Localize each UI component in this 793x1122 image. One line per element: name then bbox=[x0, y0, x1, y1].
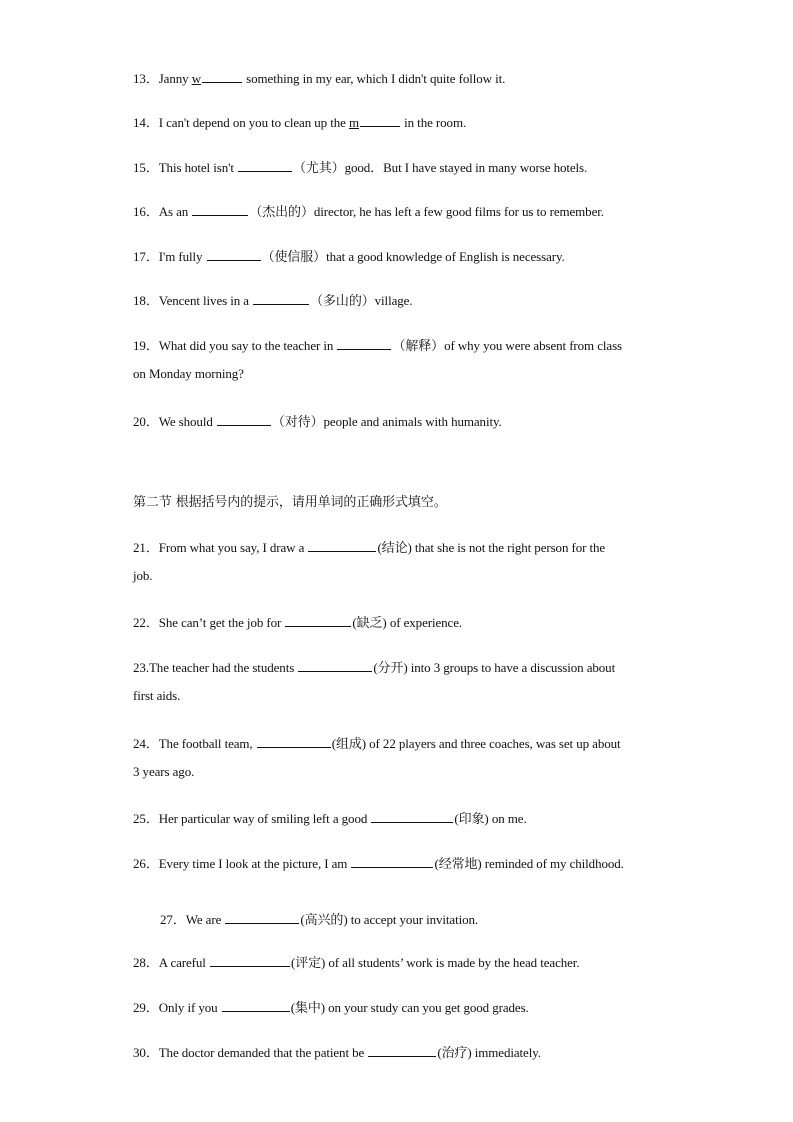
question-number: 24 bbox=[133, 736, 146, 751]
question-text: Only if you bbox=[158, 1000, 221, 1015]
question-number: 18 bbox=[133, 293, 146, 308]
question-number: 30 bbox=[133, 1045, 146, 1060]
answer-blank[interactable] bbox=[222, 1000, 290, 1012]
question-text: Every time I look at the picture, I am bbox=[158, 856, 351, 871]
question-number: 29 bbox=[133, 1000, 146, 1015]
question-20: 20．We should （对待）people and animals with humanity. bbox=[133, 414, 502, 429]
question-26: 26．Every time I look at the picture, I am (经常地) reminded of my childhood. bbox=[133, 856, 624, 871]
question-text: immediately. bbox=[471, 1045, 541, 1060]
question-text: of 22 players and three coaches, was set up about bbox=[366, 736, 621, 751]
question-number: 21 bbox=[133, 540, 146, 555]
question-text: something in my ear, which I didn't quite follow it. bbox=[243, 71, 506, 86]
question-13: 13．Janny w something in my ear, which I didn't quite follow it. bbox=[133, 71, 506, 86]
question-text: I can't depend on you to clean up the bbox=[158, 115, 349, 130]
question-text: She can’t get the job for bbox=[158, 615, 285, 630]
question-22: 22．She can’t get the job for (缺乏) of experience. bbox=[133, 615, 463, 630]
question-text: I'm fully bbox=[158, 249, 206, 264]
word-hint: （使信服） bbox=[261, 249, 327, 264]
word-hint: (组成) bbox=[331, 736, 366, 751]
question-text: that she is not the right person for the bbox=[411, 540, 606, 555]
question-number: 19 bbox=[133, 338, 146, 353]
question-number: 14 bbox=[133, 115, 146, 130]
word-hint: （尤其） bbox=[293, 160, 345, 175]
question-number: 25 bbox=[133, 811, 146, 826]
answer-blank[interactable] bbox=[202, 71, 242, 83]
word-hint: （多山的） bbox=[310, 293, 375, 308]
question-text: in the room. bbox=[400, 115, 467, 130]
question-number: 13 bbox=[133, 71, 146, 86]
question-number: 20 bbox=[133, 414, 146, 429]
answer-blank[interactable] bbox=[217, 414, 271, 426]
question-text: to accept your invitation. bbox=[347, 912, 479, 927]
question-24-continuation: 3 years ago. bbox=[133, 764, 195, 779]
question-text: What did you say to the teacher in bbox=[158, 338, 337, 353]
word-hint: (集中) bbox=[290, 1000, 325, 1015]
question-text: The football team, bbox=[158, 736, 256, 751]
answer-blank[interactable] bbox=[337, 338, 391, 350]
question-text: A careful bbox=[158, 955, 209, 970]
question-text: As an bbox=[158, 204, 192, 219]
question-23-continuation: first aids. bbox=[133, 688, 181, 703]
answer-blank[interactable] bbox=[360, 115, 400, 127]
question-19-continuation: on Monday morning? bbox=[133, 366, 244, 381]
question-text: The doctor demanded that the patient be bbox=[158, 1045, 368, 1060]
question-text: good．But I have stayed in many worse hotels. bbox=[344, 160, 588, 175]
question-text: director, he has left a few good films for us to remember. bbox=[313, 204, 604, 219]
question-text: of all students’ work is made by the head teacher. bbox=[325, 955, 580, 970]
question-17: 17．I'm fully （使信服）that a good knowledge of English is necessary. bbox=[133, 249, 565, 264]
answer-blank[interactable] bbox=[225, 912, 299, 924]
question-text: This hotel isn't bbox=[158, 160, 237, 175]
answer-blank[interactable] bbox=[298, 660, 372, 672]
question-number: 15 bbox=[133, 160, 146, 175]
word-hint: (缺乏) bbox=[352, 615, 387, 630]
question-25: 25．Her particular way of smiling left a good (印象) on me. bbox=[133, 811, 527, 826]
word-hint: （解释） bbox=[392, 338, 445, 353]
word-hint: (经常地) bbox=[434, 856, 482, 871]
word-hint: (高兴的) bbox=[300, 912, 348, 927]
question-number: 22 bbox=[133, 615, 146, 630]
question-number: 16 bbox=[133, 204, 146, 219]
answer-blank[interactable] bbox=[371, 811, 453, 823]
question-21: 21．From what you say, I draw a (结论) that she is not the right person for the bbox=[133, 540, 606, 555]
word-hint: (评定) bbox=[290, 955, 326, 970]
question-text: on your study can you get good grades. bbox=[324, 1000, 529, 1015]
answer-blank[interactable] bbox=[257, 736, 331, 748]
question-29: 29．Only if you (集中) on your study can you get good grades. bbox=[133, 1000, 529, 1015]
question-text: that a good knowledge of English is necessary. bbox=[326, 249, 565, 264]
first-letter-hint: m bbox=[348, 115, 359, 130]
section-title: 第二节 根据括号内的提示，请用单词的正确形式填空。 bbox=[133, 495, 447, 510]
answer-blank[interactable] bbox=[308, 540, 376, 552]
question-text: into 3 groups to have a discussion about bbox=[407, 660, 616, 675]
question-21-continuation: job. bbox=[133, 568, 153, 583]
question-text: From what you say, I draw a bbox=[158, 540, 308, 555]
question-18: 18．Vencent lives in a （多山的）village. bbox=[133, 293, 413, 308]
answer-blank[interactable] bbox=[253, 293, 309, 305]
question-text: Vencent lives in a bbox=[158, 293, 253, 308]
question-number: 17 bbox=[133, 249, 146, 264]
answer-blank[interactable] bbox=[368, 1045, 436, 1057]
question-text: village. bbox=[374, 293, 413, 308]
question-text: people and animals with humanity. bbox=[323, 414, 502, 429]
question-text: Her particular way of smiling left a good bbox=[158, 811, 371, 826]
question-27: 27．We are (高兴的) to accept your invitation. bbox=[160, 912, 479, 927]
answer-blank[interactable] bbox=[285, 615, 351, 627]
question-text: on me. bbox=[488, 811, 527, 826]
question-24: 24．The football team, (组成) of 22 players and three coaches, was set up about bbox=[133, 736, 621, 751]
answer-blank[interactable] bbox=[207, 249, 261, 261]
question-14: 14．I can't depend on you to clean up the m in the room. bbox=[133, 115, 467, 130]
word-hint: (分开) bbox=[373, 660, 408, 675]
answer-blank[interactable] bbox=[210, 955, 290, 967]
question-text: We should bbox=[158, 414, 216, 429]
question-text: reminded of my childhood. bbox=[481, 856, 624, 871]
question-19: 19．What did you say to the teacher in （解释）of why you were absent from class bbox=[133, 338, 622, 353]
question-30: 30．The doctor demanded that the patient be (治疗) immediately. bbox=[133, 1045, 541, 1060]
answer-blank[interactable] bbox=[238, 160, 292, 172]
question-text: The teacher had the students bbox=[148, 660, 298, 675]
question-text: of why you were absent from class bbox=[444, 338, 622, 353]
answer-blank[interactable] bbox=[192, 204, 248, 216]
question-15: 15．This hotel isn't （尤其）good．But I have stayed in many worse hotels. bbox=[133, 160, 588, 175]
question-28: 28．A careful (评定) of all students’ work is made by the head teacher. bbox=[133, 955, 580, 970]
answer-blank[interactable] bbox=[351, 856, 433, 868]
question-number: 28 bbox=[133, 955, 146, 970]
question-number: 26 bbox=[133, 856, 146, 871]
question-23: 23.The teacher had the students (分开) into 3 groups to have a discussion about bbox=[133, 660, 616, 675]
first-letter-hint: w bbox=[191, 71, 201, 86]
word-hint: （对待） bbox=[271, 414, 324, 429]
word-hint: (结论) bbox=[377, 540, 412, 555]
question-number: 23 bbox=[133, 660, 146, 675]
question-text: We are bbox=[185, 912, 225, 927]
question-text: of experience. bbox=[386, 615, 463, 630]
word-hint: （杰出的） bbox=[249, 204, 314, 219]
question-16: 16．As an （杰出的）director, he has left a few good films for us to remember. bbox=[133, 204, 604, 219]
question-text: Janny bbox=[158, 71, 192, 86]
word-hint: (治疗) bbox=[437, 1045, 472, 1060]
question-number: 27 bbox=[160, 912, 173, 927]
word-hint: (印象) bbox=[454, 811, 489, 826]
